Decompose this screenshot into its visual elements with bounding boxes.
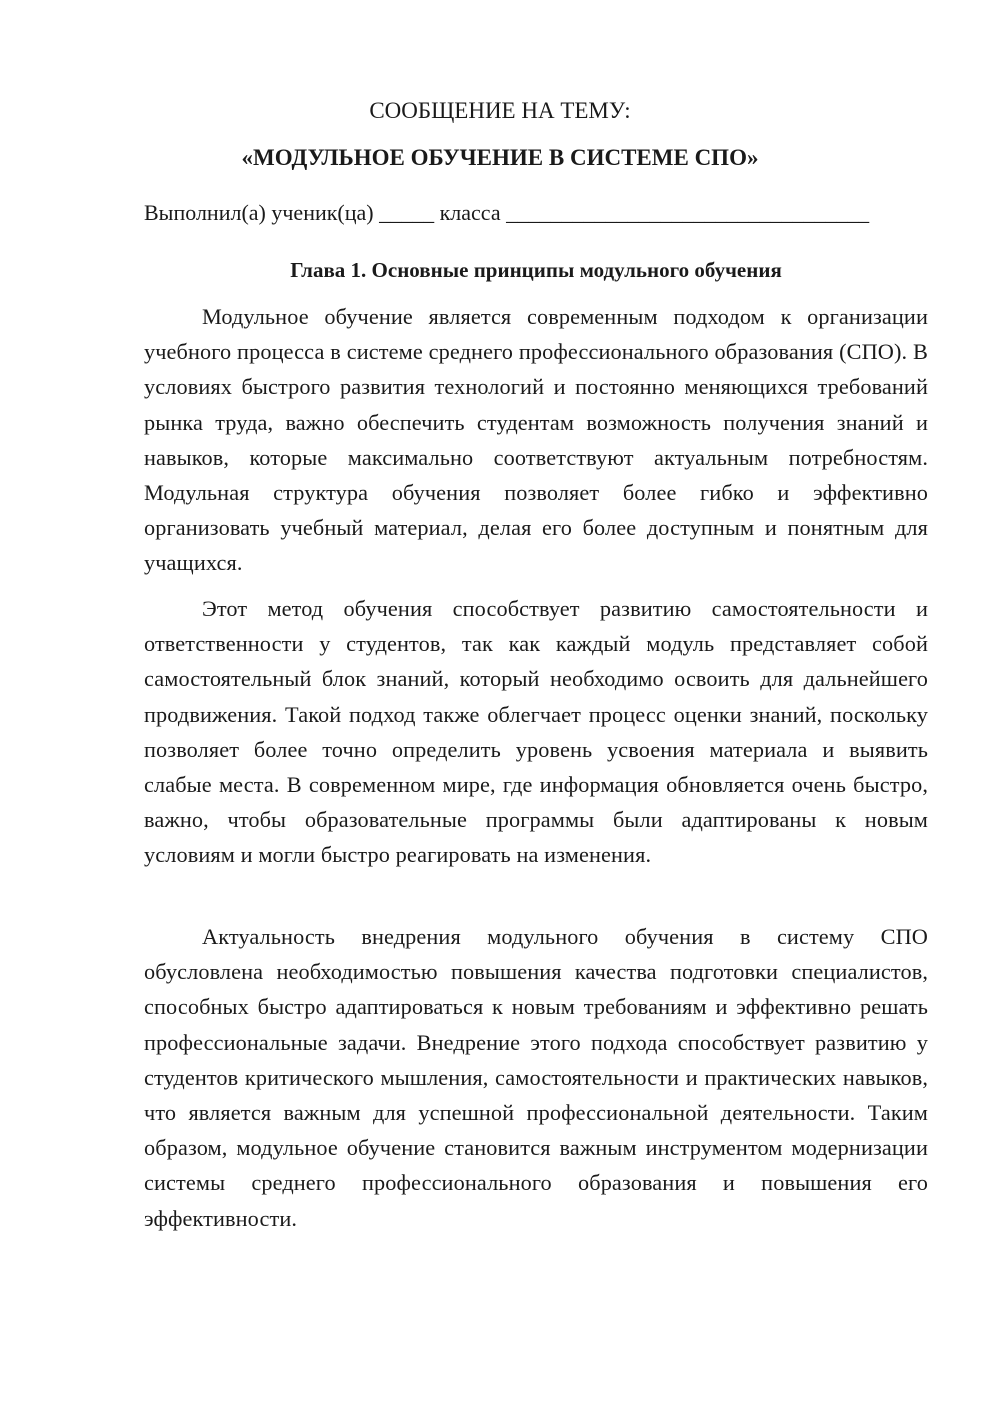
- title-line-2: «МОДУЛЬНОЕ ОБУЧЕНИЕ В СИСТЕМЕ СПО»: [241, 145, 759, 170]
- chapter-heading: Глава 1. Основные принципы модульного обучения: [290, 258, 782, 282]
- paragraph-2: Этот метод обучения способствует развитию самостоятельности и ответственности у студентов, так как каждый модуль представляет собой самостоятельный блок знаний, который необходимо освоить для дальнейшего продвижения. Такой подход также облегчает процесс оценки знаний, поскольку позволяет более точно определить уровень усвоения материала и выявить слабые места. В современном мире, где информация обновляется очень быстро, важно, чтобы образовательные программы были адаптированы к новым условиям и могли быстро реагировать на изменения.: [144, 596, 928, 868]
- paragraph-3: Актуальность внедрения модульного обучения в систему СПО обусловлена необходимостью повышения качества подготовки специалистов, способных быстро адаптироваться к новым требованиям и эффективно решать профессиональные задачи. Внедрение этого подхода способствует развитию у студентов критического мышления, самостоятельности и практических навыков, что является важным для успешной профессиональной деятельности. Таким образом, модульное обучение становится важным инструментом модернизации системы среднего профессионального образования и повышения его эффективности.: [144, 924, 928, 1231]
- paragraph-1: Модульное обучение является современным подходом к организации учебного процесса в системе среднего профессионального образования (СПО). В условиях быстрого развития технологий и постоянно меняющихся требований рынка труда, важно обеспечить студентам возможность получения знаний и навыков, которые максимально соответствуют актуальным потребностям. Модульная структура обучения позволяет более гибко и эффективно организовать учебный материал, делая его более доступным и понятным для учащихся.: [144, 304, 928, 576]
- author-line: Выполнил(а) ученик(ца) _____ класса _________________________________: [144, 200, 870, 225]
- title-line-1: СООБЩЕНИЕ НА ТЕМУ:: [369, 98, 631, 123]
